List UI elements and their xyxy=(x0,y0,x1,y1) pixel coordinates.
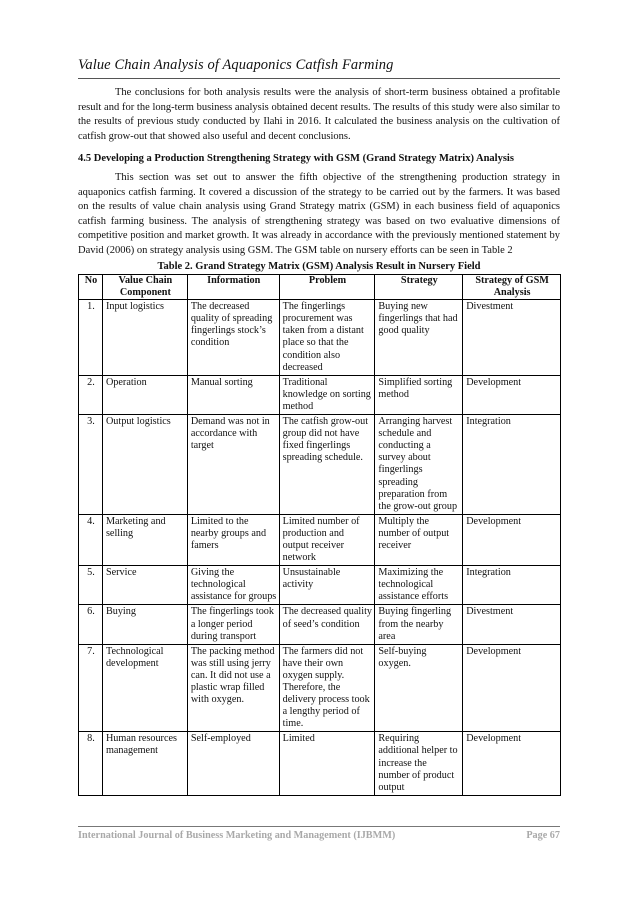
cell-problem: Limited xyxy=(279,732,375,795)
cell-information: Limited to the nearby groups and famers xyxy=(187,514,279,565)
cell-no: 1. xyxy=(79,300,103,376)
paragraph-conclusions: The conclusions for both analysis results were the analysis of short-term business obtained a profitable result and for the long-term business analysis obtained decent results. The results of this study were also similar to the results of previous study conducted by Ilahi in 2016. It calculated the business analysis on the cultivation of catfish grow-out that showed also useful and decent conclusions. xyxy=(78,87,560,142)
cell-gsm: Development xyxy=(463,732,561,795)
cell-no: 5. xyxy=(79,566,103,605)
cell-information: Manual sorting xyxy=(187,375,279,414)
cell-no: 4. xyxy=(79,514,103,565)
header-gsm: Strategy of GSM Analysis xyxy=(463,275,561,300)
header-no: No xyxy=(79,275,103,300)
cell-information: The decreased quality of spreading fingerlings stock’s condition xyxy=(187,300,279,376)
cell-information: Giving the technological assistance for groups xyxy=(187,566,279,605)
cell-gsm: Divestment xyxy=(463,605,561,644)
cell-component: Service xyxy=(102,566,187,605)
cell-problem: The catfish grow-out group did not have fixed fingerlings spreading schedule. xyxy=(279,415,375,515)
cell-strategy: Maximizing the technological assistance efforts xyxy=(375,566,463,605)
footer-page-number: Page 67 xyxy=(526,830,560,841)
page-footer xyxy=(78,830,560,841)
header-rule xyxy=(78,78,560,79)
cell-component: Technological development xyxy=(102,644,187,732)
cell-problem: The decreased quality of seed’s condition xyxy=(279,605,375,644)
cell-component: Marketing and selling xyxy=(102,514,187,565)
cell-information: Self-employed xyxy=(187,732,279,795)
cell-gsm: Development xyxy=(463,375,561,414)
cell-problem: The fingerlings procurement was taken from a distant place so that the condition also decreased xyxy=(279,300,375,376)
running-header: Value Chain Analysis of Aquaponics Catfish Farming xyxy=(78,57,394,73)
cell-component: Operation xyxy=(102,375,187,414)
header-information: Information xyxy=(187,275,279,300)
cell-strategy: Arranging harvest schedule and conducting a survey about fingerlings spreading preparation from the grow-out group xyxy=(375,415,463,515)
cell-no: 7. xyxy=(79,644,103,732)
cell-strategy: Multiply the number of output receiver xyxy=(375,514,463,565)
cell-component: Input logistics xyxy=(102,300,187,376)
cell-component: Buying xyxy=(102,605,187,644)
cell-no: 3. xyxy=(79,415,103,515)
table-row xyxy=(79,605,561,644)
cell-no: 6. xyxy=(79,605,103,644)
cell-problem: Unsustainable activity xyxy=(279,566,375,605)
cell-component: Output logistics xyxy=(102,415,187,515)
cell-component: Human resources management xyxy=(102,732,187,795)
cell-problem: Limited number of production and output receiver network xyxy=(279,514,375,565)
header-problem: Problem xyxy=(279,275,375,300)
cell-strategy: Buying fingerling from the nearby area xyxy=(375,605,463,644)
table-row xyxy=(79,566,561,605)
table-row xyxy=(79,732,561,795)
cell-information: The fingerlings took a longer period during transport xyxy=(187,605,279,644)
table-row xyxy=(79,644,561,732)
cell-information: The packing method was still using jerry can. It did not use a plastic wrap filled with oxygen. xyxy=(187,644,279,732)
header-strategy: Strategy xyxy=(375,275,463,300)
table-row xyxy=(79,514,561,565)
cell-gsm: Integration xyxy=(463,566,561,605)
paragraph-gsm-intro: This section was set out to answer the fifth objective of the strengthening production strategy in aquaponics catfish farming. It covered a discussion of the strategy to be carried out by the farmers. It was based on the results of value chain analysis using Grand Strategy matrix (GSM) in each business field of aquaponics catfish farming business. The analysis of strengthening strategy was based on two evaluative dimensions of competitive position and market growth. It was already in accordance with the previously mentioned statement by David (2006) on strategy analysis using GSM. The GSM table on nursery efforts can be seen in Table 2 xyxy=(78,172,560,256)
header-component: Value Chain Component xyxy=(102,275,187,300)
cell-no: 2. xyxy=(79,375,103,414)
table-header-row xyxy=(79,275,561,300)
cell-strategy: Requiring additional helper to increase the number of product output xyxy=(375,732,463,795)
cell-gsm: Divestment xyxy=(463,300,561,376)
cell-strategy: Self-buying oxygen. xyxy=(375,644,463,732)
cell-gsm: Development xyxy=(463,514,561,565)
table-caption: Table 2. Grand Strategy Matrix (GSM) Analysis Result in Nursery Field xyxy=(157,261,481,272)
cell-strategy: Buying new fingerlings that had good quality xyxy=(375,300,463,376)
cell-gsm: Integration xyxy=(463,415,561,515)
cell-strategy: Simplified sorting method xyxy=(375,375,463,414)
footer-rule xyxy=(78,826,560,827)
table-row xyxy=(79,300,561,376)
cell-information: Demand was not in accordance with target xyxy=(187,415,279,515)
cell-problem: Traditional knowledge on sorting method xyxy=(279,375,375,414)
gsm-table xyxy=(78,274,561,796)
cell-gsm: Development xyxy=(463,644,561,732)
cell-problem: The farmers did not have their own oxygen supply. Therefore, the delivery process took a lengthy period of time. xyxy=(279,644,375,732)
table-row xyxy=(79,375,561,414)
footer-journal-name: International Journal of Business Marketing and Management (IJBMM) xyxy=(78,830,396,841)
section-heading-4-5: 4.5 Developing a Production Strengthening Strategy with GSM (Grand Strategy Matrix) Analysis xyxy=(78,153,514,164)
table-row xyxy=(79,415,561,515)
cell-no: 8. xyxy=(79,732,103,795)
